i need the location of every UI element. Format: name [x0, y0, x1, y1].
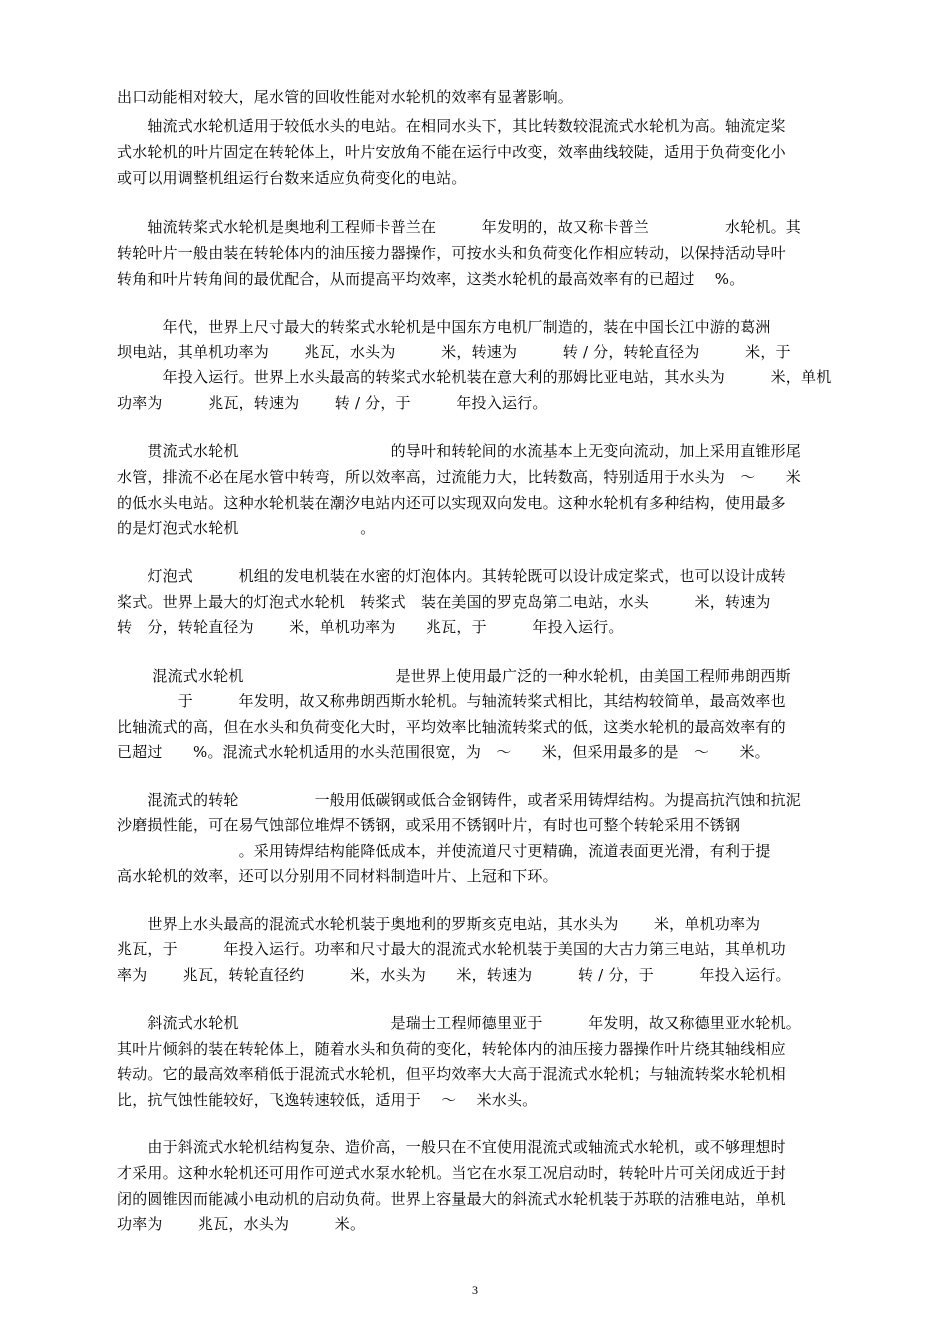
page-number: 3: [472, 1283, 478, 1297]
paragraph-line: 年投入运行。世界上水头最高的转桨式水轮机装在意大利的那姆比亚电站，其水头为 米，单机: [117, 368, 832, 386]
paragraph-line: 或可以用调整机组运行台数来适应负荷变化的电站。: [117, 169, 467, 187]
paragraph-line: 灯泡式 机组的发电机装在水密的灯泡体内。其转轮既可以设计成定桨式，也可以设计成转: [117, 567, 786, 585]
paragraph-line: 出口动能相对较大，尾水管的回收性能对水轮机的效率有显著影响。: [117, 88, 574, 106]
paragraph-line: 混流式的转轮 一般用低碳钢或低合金钢铸件，或者采用铸焊结构。为提高抗汽蚀和抗泥: [117, 791, 802, 809]
paragraph-line: 桨式。世界上最大的灯泡式水轮机 转桨式 装在美国的罗克岛第二电站，水头 米，转速为: [117, 593, 771, 611]
paragraph-line: 转轮叶片一般由装在转轮体内的油压接力器操作，可按水头和负荷变化作相应转动，以保持活动导叶: [117, 244, 786, 262]
paragraph-line: 闭的圆锥因而能减小电动机的启动负荷。世界上容量最大的斜流式水轮机装于苏联的洁雅电站，单机: [117, 1190, 786, 1208]
paragraph-line: 。采用铸焊结构能降低成本，并使流道尺寸更精确，流道表面更光滑，有利于提: [117, 842, 771, 860]
paragraph-line: 式水轮机的叶片固定在转轮体上，叶片安放角不能在运行中改变，效率曲线较陡，适用于负荷变化小: [117, 143, 786, 161]
paragraph-line: 功率为 兆瓦，水头为 米。: [117, 1215, 366, 1233]
paragraph-line: 水管，排流不必在尾水管中转弯，所以效率高，过流能力大，比转数高，特别适用于水头为 ～ 米: [117, 468, 802, 486]
paragraph-line: 兆瓦，于 年投入运行。功率和尺寸最大的混流式水轮机装于美国的大古力第三电站，其单机功: [117, 940, 786, 958]
paragraph-line: 转 分，转轮直径为 米，单机功率为 兆瓦，于 年投入运行。: [117, 618, 624, 636]
paragraph-line: 已超过 %。混流式水轮机适用的水头范围很宽，为 ～ 米，但采用最多的是 ～ 米。: [117, 743, 770, 761]
paragraph-line: 功率为 兆瓦，转速为 转 / 分，于 年投入运行。: [117, 394, 548, 412]
paragraph-line: 的是灯泡式水轮机 。: [117, 519, 376, 537]
paragraph-line: 率为 兆瓦，转轮直径约 米，水头为 米，转速为 转 / 分，于 年投入运行。: [117, 966, 791, 984]
paragraph-line: 高水轮机的效率，还可以分别用不同材料制造叶片、上冠和下环。: [117, 867, 558, 885]
paragraph-line: 由于斜流式水轮机结构复杂、造价高，一般只在不宜使用混流式或轴流式水轮机，或不够理想时: [117, 1138, 786, 1156]
paragraph-line: 轴流转桨式水轮机是奥地利工程师卡普兰在 年发明的，故又称卡普兰 水轮机。其: [117, 218, 802, 236]
paragraph-line: 斜流式水轮机 是瑞士工程师德里亚于 年发明，故又称德里亚水轮机。: [117, 1014, 802, 1032]
paragraph-line: 转角和叶片转角间的最优配合，从而提高平均效率，这类水轮机的最高效率有的已超过 %。: [117, 270, 745, 288]
paragraph-line: 比，抗气蚀性能较好，飞逸转速较低，适用于 ～ 米水头。: [117, 1091, 538, 1109]
paragraph-line: 的低水头电站。这种水轮机装在潮汐电站内还可以实现双向发电。这种水轮机有多种结构，使用最多: [117, 494, 786, 512]
paragraph-line: 轴流式水轮机适用于较低水头的电站。在相同水头下，其比转数较混流式水轮机为高。轴流定桨: [117, 117, 786, 135]
paragraph-line: 沙磨损性能，可在易气蚀部位堆焊不锈钢，或采用不锈钢叶片，有时也可整个转轮采用不锈钢: [117, 816, 741, 834]
paragraph-line: 混流式水轮机 是世界上使用最广泛的一种水轮机，由美国工程师弗朗西斯: [117, 667, 791, 685]
paragraph-line: 其叶片倾斜的装在转轮体上，随着水头和负荷的变化，转轮体内的油压接力器操作叶片绕其轴线相应: [117, 1040, 786, 1058]
paragraph-line: 贯流式水轮机 的导叶和转轮间的水流基本上无变向流动，加上采用直锥形尾: [117, 442, 802, 460]
paragraph-line: 世界上水头最高的混流式水轮机装于奥地利的罗斯亥克电站，其水头为 米，单机功率为: [117, 915, 761, 933]
paragraph-line: 转动。它的最高效率稍低于混流式水轮机，但平均效率大大高于混流式水轮机；与轴流转桨水轮机相: [117, 1065, 786, 1083]
paragraph-line: 才采用。这种水轮机还可用作可逆式水泵水轮机。当它在水泵工况启动时，转轮叶片可关闭成近于封: [117, 1164, 786, 1182]
paragraph-line: 坝电站，其单机功率为 兆瓦，水头为 米，转速为 转 / 分，转轮直径为 米，于: [117, 343, 791, 361]
paragraph-line: 于 年发明，故又称弗朗西斯水轮机。与轴流转桨式相比，其结构较简单，最高效率也: [117, 692, 786, 710]
paragraph-line: 比轴流式的高，但在水头和负荷变化大时，平均效率比轴流转桨式的低，这类水轮机的最高效率有的: [117, 718, 786, 736]
paragraph-line: 年代，世界上尺寸最大的转桨式水轮机是中国东方电机厂制造的，装在中国长江中游的葛洲: [117, 318, 771, 336]
